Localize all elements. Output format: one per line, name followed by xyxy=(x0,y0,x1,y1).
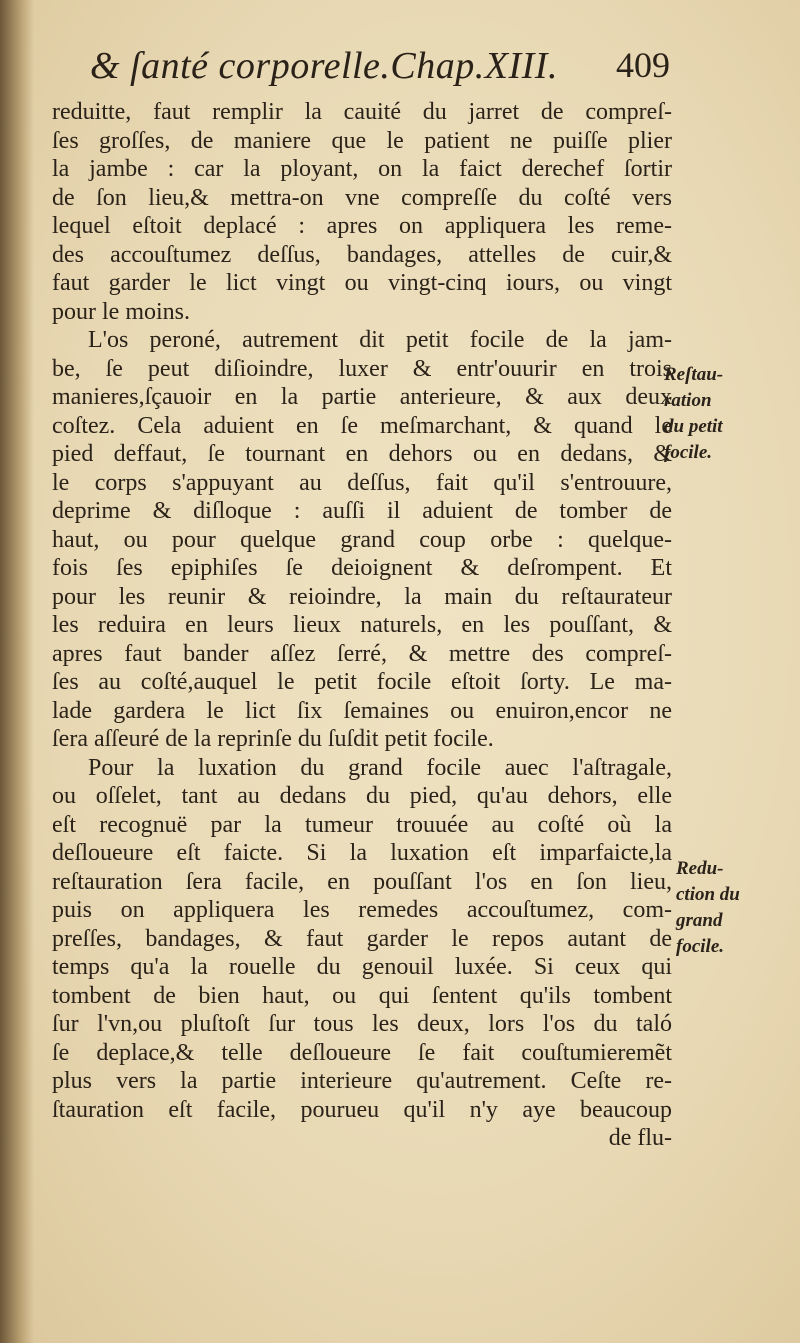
marginal-note-reduction xyxy=(676,856,786,960)
text-line: be, ſe peut diſioindre, luxer & entr'ouurir en trois xyxy=(52,355,672,382)
text-line: temps qu'a la rouelle du genouil luxée. Si ceux qui xyxy=(52,954,672,980)
text-line: ou oſſelet, tant au dedans du pied, qu'au dehors, elle xyxy=(52,783,672,809)
text-line: de ſon lieu,& mettra-on vne compreſſe du coſté vers xyxy=(52,184,672,211)
page-header xyxy=(90,44,670,94)
marginal-note-line: grand xyxy=(676,910,723,931)
page-number: 409 xyxy=(616,45,670,85)
running-title: & ſanté corporelle.Chap.XIII. xyxy=(90,45,558,87)
text-line: haut, ou pour quelque grand coup orbe : quelque- xyxy=(52,526,672,553)
text-line: ſtauration eſt facile, pourueu qu'il n'y aye beaucoup xyxy=(52,1096,672,1123)
text-line: ſes groſſes, de maniere que le patient ne puiſſe plier xyxy=(52,127,672,154)
text-line: puis on appliquera les remedes accouſtumez, com- xyxy=(52,897,672,923)
text-line: eſt recognuë par la tumeur trouuée au coſté où la xyxy=(52,811,672,838)
text-line: tombent de bien haut, ou qui ſentent qu'ils tombent xyxy=(52,982,672,1009)
marginal-note-line: ction du xyxy=(676,884,740,905)
catchword: de flu- xyxy=(608,1125,672,1151)
text-line: pour le moins. xyxy=(52,298,190,325)
text-line: deſloueure eſt faicte. Si la luxation eſt imparfaicte,la xyxy=(52,840,672,866)
text-line: apres faut bander aſſez ſerré, & mettre des compreſ- xyxy=(52,640,672,667)
marginal-note-line: Reſtau- xyxy=(664,364,724,385)
text-line: ſe deplace,& telle deſloueure ſe fait couſtumieremẽt xyxy=(52,1039,672,1066)
text-line: reduitte, faut remplir la cauité du jarret de compreſ- xyxy=(52,99,672,125)
text-line: Pour la luxation du grand focile auec l'aſtragale, xyxy=(88,754,672,781)
text-line: L'os peroné, autrement dit petit focile de la jam- xyxy=(88,327,672,353)
text-line: deprime & diſloque : auſſi il aduient de tomber de xyxy=(52,498,672,524)
text-line: les reduira en leurs lieux naturels, en les pouſſant, & xyxy=(52,612,672,638)
text-line: plus vers la partie interieure qu'autrement. Ceſte re- xyxy=(52,1068,672,1094)
text-line: pour les reunir & reioindre, la main du reſtaurateur xyxy=(52,583,672,610)
text-line: lade gardera le lict ſix ſemaines ou enuiron,encor ne xyxy=(52,697,672,724)
text-line: des accouſtumez deſſus, bandages, attelles de cuir,& xyxy=(52,241,672,268)
text-line: reſtauration ſera facile, en pouſſant l'os en ſon lieu, xyxy=(52,868,672,895)
text-line: faut garder le lict vingt ou vingt-cinq iours, ou vingt xyxy=(52,270,672,296)
text-line: la jambe : car la ployant, on la faict derechef ſortir xyxy=(52,156,672,182)
text-line: ſes au coſté,auquel le petit focile eſtoit ſorty. Le ma- xyxy=(52,669,672,695)
text-line: manieres,ſçauoir en la partie anterieure, & aux deux xyxy=(52,384,672,410)
text-line: le corps s'appuyant au deſſus, fait qu'il s'entrouure, xyxy=(52,469,672,496)
text-line: ſera aſſeuré de la reprinſe du ſuſdit petit focile. xyxy=(52,726,494,752)
text-line: lequel eſtoit deplacé : apres on appliquera les reme- xyxy=(52,213,672,239)
text-line: fois ſes epiphiſes ſe deioignent & deſrompent. Et xyxy=(52,555,672,581)
text-line: coſtez. Cela aduient en ſe meſmarchant, & quand le xyxy=(52,412,672,439)
marginal-note-restauration xyxy=(664,362,774,466)
body-text xyxy=(52,98,672,1153)
text-line: pied deffaut, ſe tournant en dehors ou en dedans, & xyxy=(52,441,672,467)
marginal-note-line: focile. xyxy=(664,442,713,463)
marginal-note-line: du petit xyxy=(664,416,723,437)
text-line: ſur l'vn,ou pluſtoſt ſur tous les deux, lors l'os du taló xyxy=(52,1011,672,1037)
text-line: preſſes, bandages, & faut garder le repos autant de xyxy=(52,925,672,952)
marginal-note-line: ration xyxy=(664,390,712,411)
marginal-note-line: focile. xyxy=(676,936,725,957)
marginal-note-line: Redu- xyxy=(676,858,724,879)
